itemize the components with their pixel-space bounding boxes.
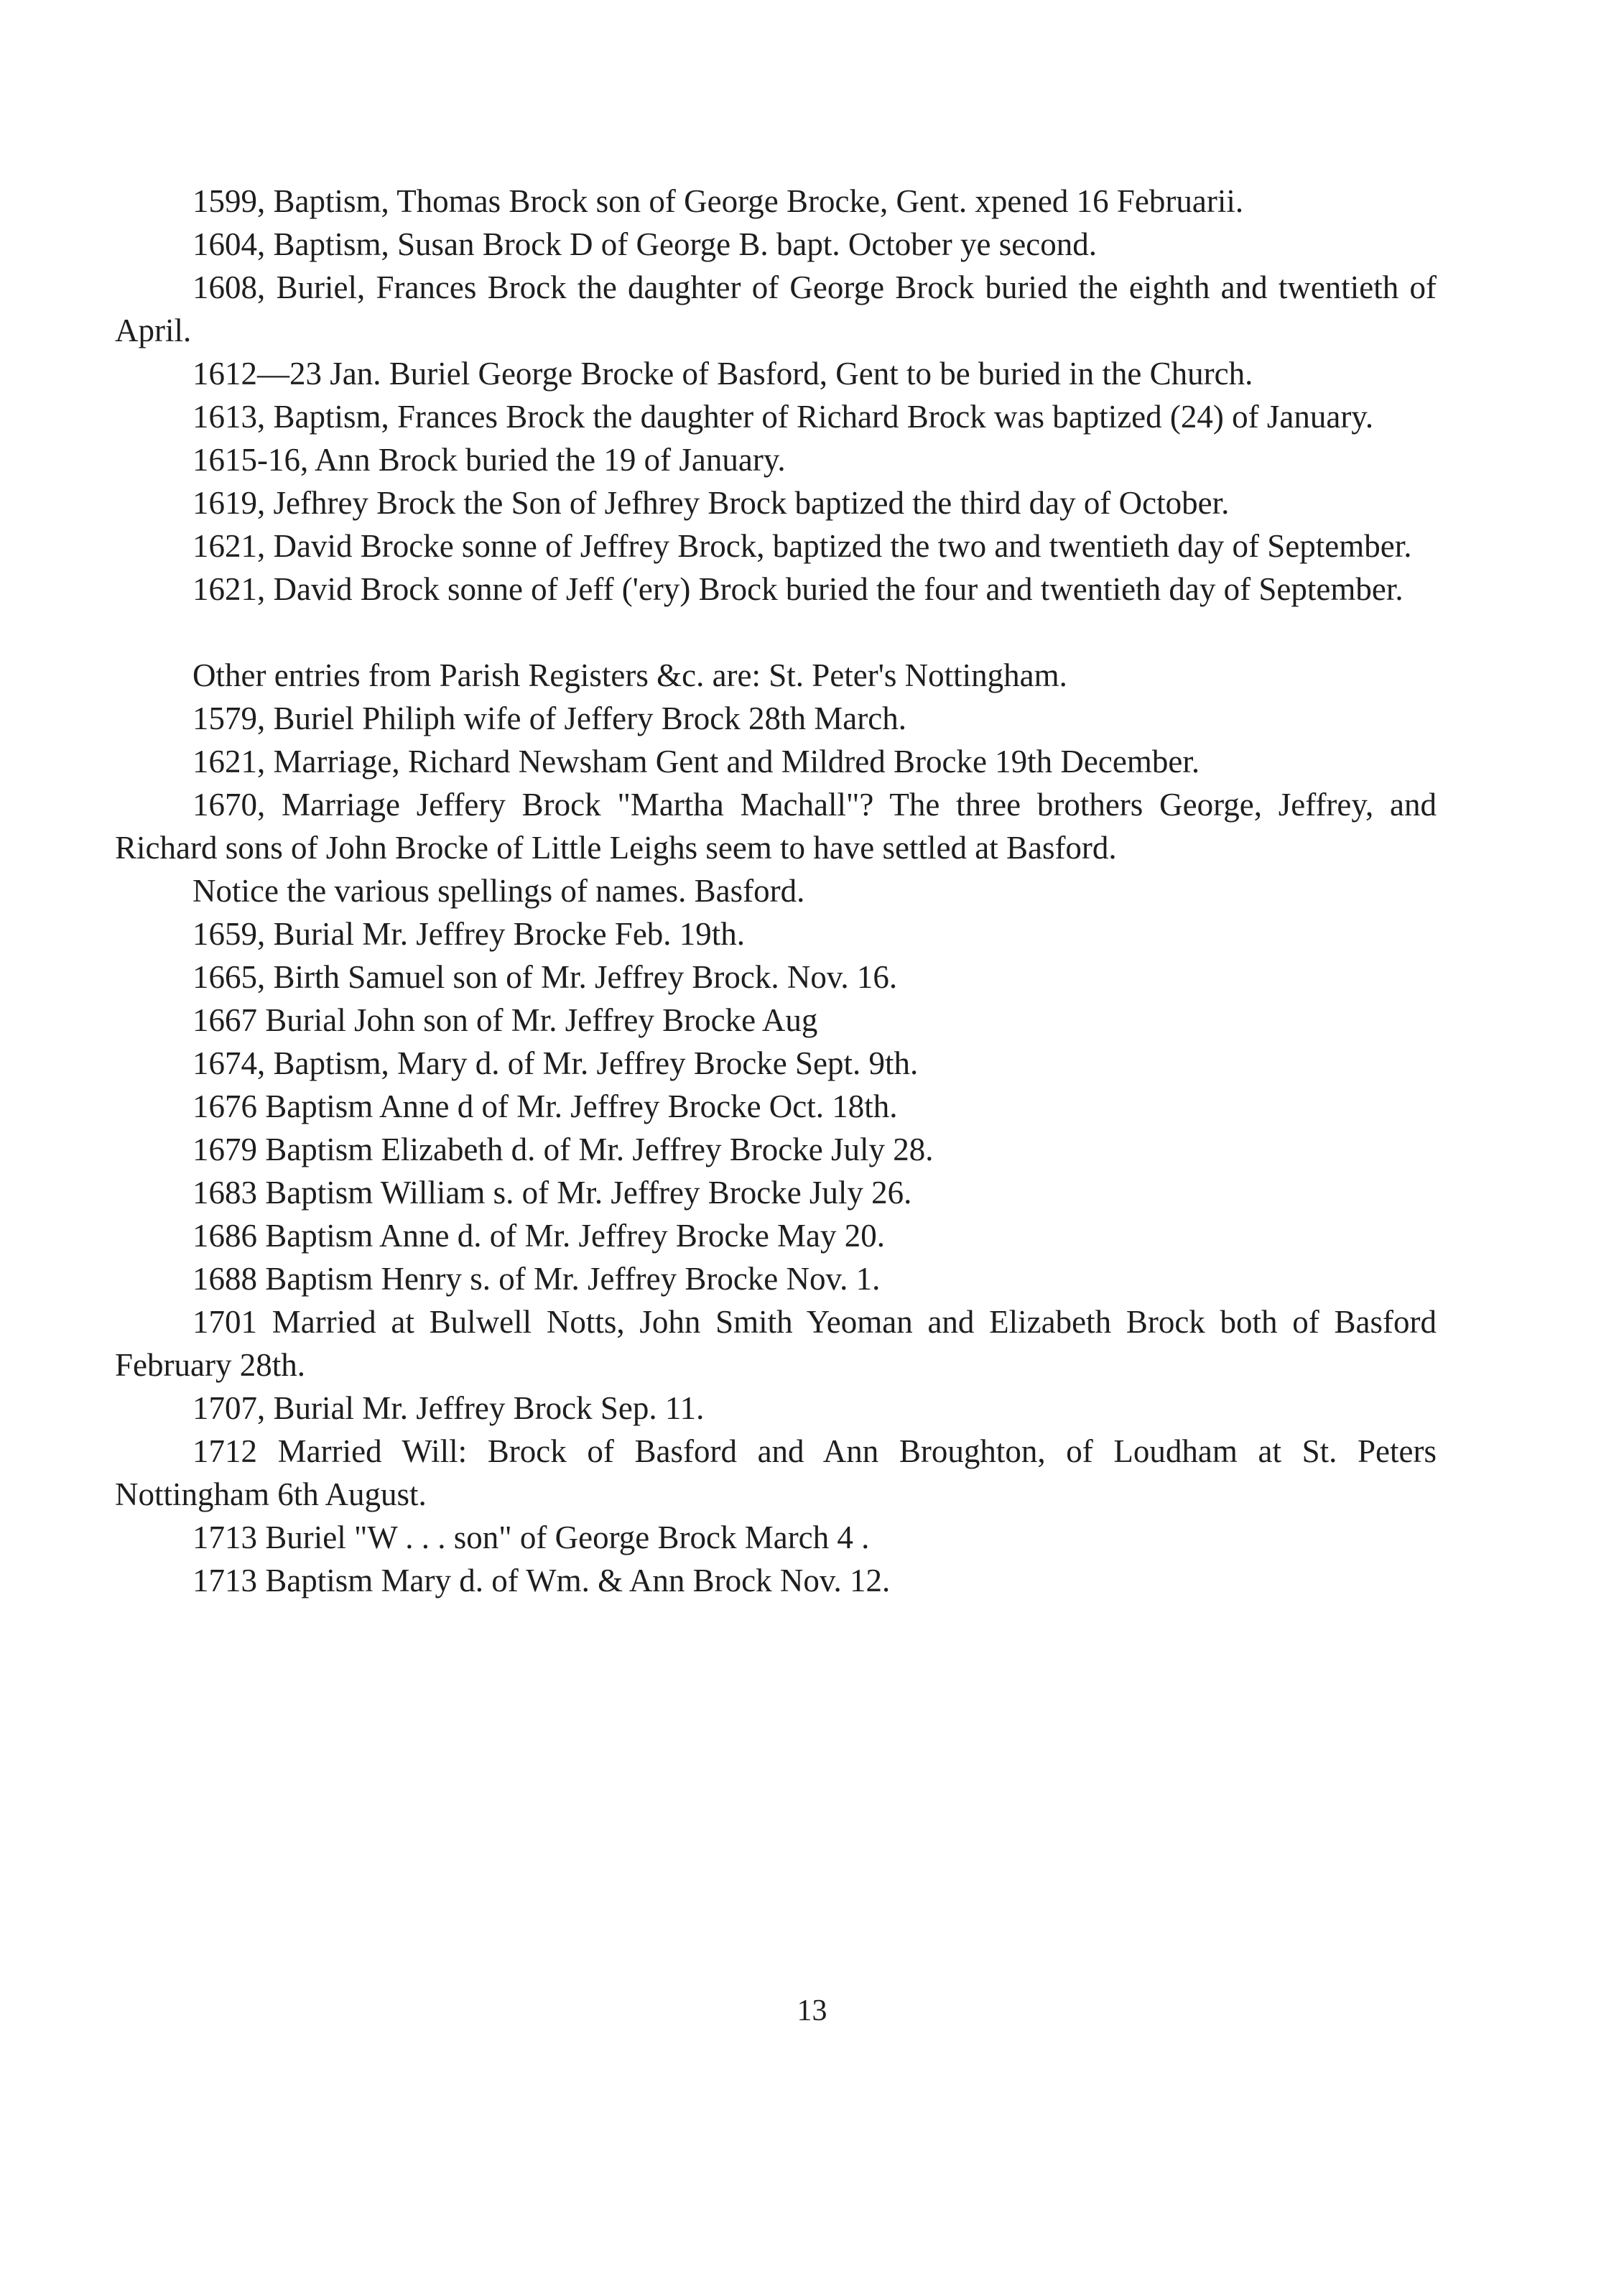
register-entry: 1615-16, Ann Brock buried the 19 of January. [192, 442, 786, 478]
register-entry: 1676 Baptism Anne d of Mr. Jeffrey Brocke Oct. 18th. [192, 1088, 898, 1124]
register-entry: 1683 Baptism William s. of Mr. Jeffrey Brocke July 26. [192, 1175, 912, 1211]
section-intro: Other entries from Parish Registers &c. are: St. Peter's Nottingham. [192, 657, 1067, 693]
register-note: Notice the various spellings of names. Basford. [192, 873, 805, 909]
register-entry: 1713 Baptism Mary d. of Wm. & Ann Brock Nov. 12. [192, 1563, 891, 1598]
register-entry: 1613, Baptism, Frances Brock the daughter of Richard Brock was baptized (24) of January. [192, 399, 1374, 435]
register-entry: 1713 Buriel "W . . . son" of George Brock March 4 . [192, 1519, 870, 1555]
register-entry: 1701 Married at Bulwell Notts, John Smith Yeoman and Elizabeth Brock both of Basford February 28th. [115, 1304, 1437, 1383]
register-entry: 1619, Jefhrey Brock the Son of Jefhrey Brock baptized the third day of October. [192, 485, 1230, 521]
register-entry: 1604, Baptism, Susan Brock D of George B. bapt. October ye second. [192, 226, 1097, 262]
register-entry: 1621, David Brocke sonne of Jeffrey Brock, baptized the two and twentieth day of September. [192, 528, 1412, 564]
section-spacer [115, 611, 1437, 654]
document-page [115, 180, 1437, 1602]
page-number: 13 [797, 1994, 827, 2027]
register-entry: 1608, Buriel, Frances Brock the daughter of George Brock buried the eighth and twentieth of April. [115, 269, 1437, 348]
register-entry: 1579, Buriel Philiph wife of Jeffery Brock 28th March. [192, 700, 906, 736]
register-entry: 1612—23 Jan. Buriel George Brocke of Basford, Gent to be buried in the Church. [192, 356, 1253, 392]
register-entry: 1621, Marriage, Richard Newsham Gent and Mildred Brocke 19th December. [192, 744, 1200, 779]
register-entry: 1670, Marriage Jeffery Brock "Martha Machall"? The three brothers George, Jeffrey, and Richard sons of John Brocke of Little Leighs seem to have settled at Basford. [115, 787, 1437, 866]
register-entry: 1674, Baptism, Mary d. of Mr. Jeffrey Brocke Sept. 9th. [192, 1045, 919, 1081]
register-entry: 1707, Burial Mr. Jeffrey Brock Sep. 11. [192, 1390, 705, 1426]
register-entry: 1712 Married Will: Brock of Basford and Ann Broughton, of Loudham at St. Peters Nottingham 6th August. [115, 1433, 1437, 1512]
register-entry: 1688 Baptism Henry s. of Mr. Jeffrey Brocke Nov. 1. [192, 1261, 881, 1297]
register-entry: 1686 Baptism Anne d. of Mr. Jeffrey Brocke May 20. [192, 1218, 886, 1254]
register-entry: 1621, David Brock sonne of Jeff ('ery) Brock buried the four and twentieth day of September. [192, 571, 1403, 607]
register-entry: 1665, Birth Samuel son of Mr. Jeffrey Brock. Nov. 16. [192, 959, 898, 995]
register-entry: 1667 Burial John son of Mr. Jeffrey Brocke Aug [192, 1002, 818, 1038]
register-entry: 1679 Baptism Elizabeth d. of Mr. Jeffrey Brocke July 28. [192, 1132, 934, 1167]
register-entry: 1599, Baptism, Thomas Brock son of George Brocke, Gent. xpened 16 Februarii. [192, 183, 1244, 219]
register-entry: 1659, Burial Mr. Jeffrey Brocke Feb. 19th. [192, 916, 746, 952]
